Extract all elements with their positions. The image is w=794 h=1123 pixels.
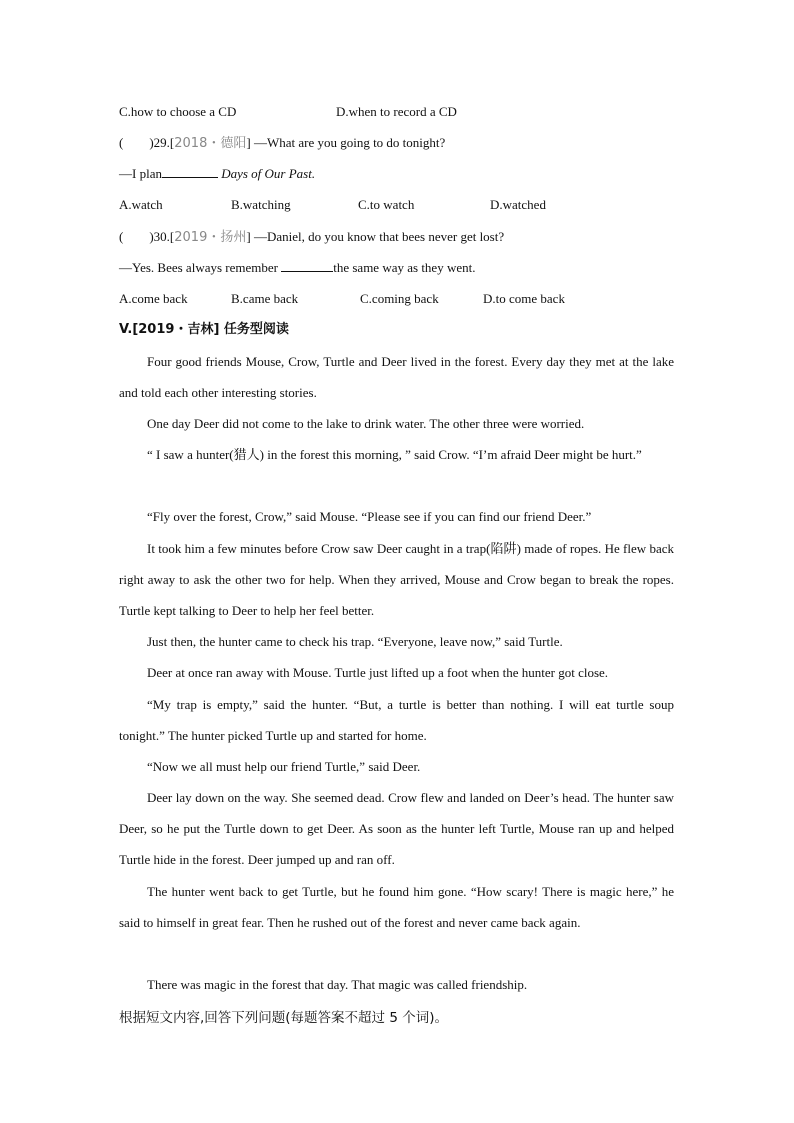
q29-paren: ( ) [119, 135, 154, 150]
q30-answer-line [119, 259, 475, 277]
passage-paragraph-2 [119, 408, 674, 439]
q28-option-d: D.when to record a CD [336, 104, 457, 119]
passage-paragraph-5 [119, 533, 674, 626]
q29-question [119, 134, 445, 153]
q30-source: 2019・扬州 [174, 230, 247, 245]
q30-blank[interactable] [281, 259, 333, 272]
q29-blank[interactable] [162, 165, 218, 178]
q30-number: 30.[ [153, 229, 175, 244]
passage-paragraph-7 [119, 657, 674, 688]
paragraph-8-text: “My trap is empty,” said the hunter. “But, a turtle is better than nothing. I will eat turtle soup tonight.” The hunter picked Turtle up and started for home. [119, 697, 674, 743]
paragraph-11-text: The hunter went back to get Turtle, but he found him gone. “How scary! There is magic here,” he said to himself in great fear. Then he rushed out of the forest and never came back again. [119, 884, 674, 930]
q30-text: ] —Daniel, do you know that bees never get lost? [246, 229, 505, 244]
q29-answer-line [119, 165, 315, 183]
passage-paragraph-11 [119, 876, 674, 938]
q29-option-d: D.watched [490, 197, 546, 212]
paragraph-1-text: Four good friends Mouse, Crow, Turtle and Deer lived in the forest. Every day they met at the lake and told each other interesting stories. [119, 354, 674, 400]
passage-paragraph-12 [119, 969, 674, 1000]
paragraph-4-text: “Fly over the forest, Crow,” said Mouse. “Please see if you can find our friend Deer.” [147, 509, 592, 524]
answer-instruction: 根据短文内容,回答下列问题(每题答案不超过 5 个词)。 [119, 1010, 448, 1026]
q30-answer-suffix: the same way as they went. [333, 260, 476, 275]
q30-option-d: D.to come back [483, 291, 565, 306]
q30-option-c: C.coming back [360, 291, 439, 306]
passage-paragraph-9 [119, 751, 674, 782]
q29-text: ] —What are you going to do tonight? [246, 135, 446, 150]
passage-paragraph-3 [119, 439, 674, 470]
q28-option-c: C.how to choose a CD [119, 104, 237, 119]
passage-paragraph-4 [119, 501, 674, 532]
paragraph-3-text: “ I saw a hunter(猎人) in the forest this morning, ” said Crow. “I’m afraid Deer might be hurt.” [147, 447, 642, 462]
paragraph-2-text: One day Deer did not come to the lake to drink water. The other three were worried. [147, 416, 585, 431]
passage-paragraph-10 [119, 782, 674, 875]
q30-answer-prefix: —Yes. Bees always remember [119, 260, 278, 275]
q29-answer-title: Days of Our Past. [221, 166, 316, 181]
section-v-heading: V.[2019・吉林] 任务型阅读 [119, 322, 289, 337]
paragraph-9-text: “Now we all must help our friend Turtle,” said Deer. [147, 759, 421, 774]
q29-option-c: C.to watch [358, 197, 415, 212]
passage-paragraph-1 [119, 346, 674, 408]
passage-paragraph-6 [119, 626, 674, 657]
q30-paren: ( ) [119, 229, 154, 244]
q29-answer-prefix: —I plan [119, 166, 162, 181]
q29-source: 2018・德阳 [174, 136, 247, 151]
paragraph-12-text: There was magic in the forest that day. That magic was called friendship. [147, 977, 528, 992]
q29-option-a: A.watch [119, 197, 163, 212]
q30-option-b: B.came back [231, 291, 299, 306]
q29-option-b: B.watching [231, 197, 291, 212]
paragraph-10-text: Deer lay down on the way. She seemed dead. Crow flew and landed on Deer’s head. The hunter saw Deer, so he put the Turtle down to get Deer. As soon as the hunter left Turtle, Mouse ran up and helped Turtle hide in the forest. Deer jumped up and ran off. [119, 790, 674, 867]
q30-question [119, 228, 504, 247]
paragraph-5-text: It took him a few minutes before Crow saw Deer caught in a trap(陷阱) made of ropes. He flew back right away to ask the other two for help. When they arrived, Mouse and Crow began to break the ropes. Turtle kept talking to Deer to help her feel better. [119, 541, 674, 618]
q29-number: 29.[ [153, 135, 175, 150]
passage-paragraph-8 [119, 689, 674, 751]
q30-option-a: A.come back [119, 291, 188, 306]
paragraph-7-text: Deer at once ran away with Mouse. Turtle just lifted up a foot when the hunter got close. [147, 665, 609, 680]
paragraph-6-text: Just then, the hunter came to check his trap. “Everyone, leave now,” said Turtle. [147, 634, 563, 649]
